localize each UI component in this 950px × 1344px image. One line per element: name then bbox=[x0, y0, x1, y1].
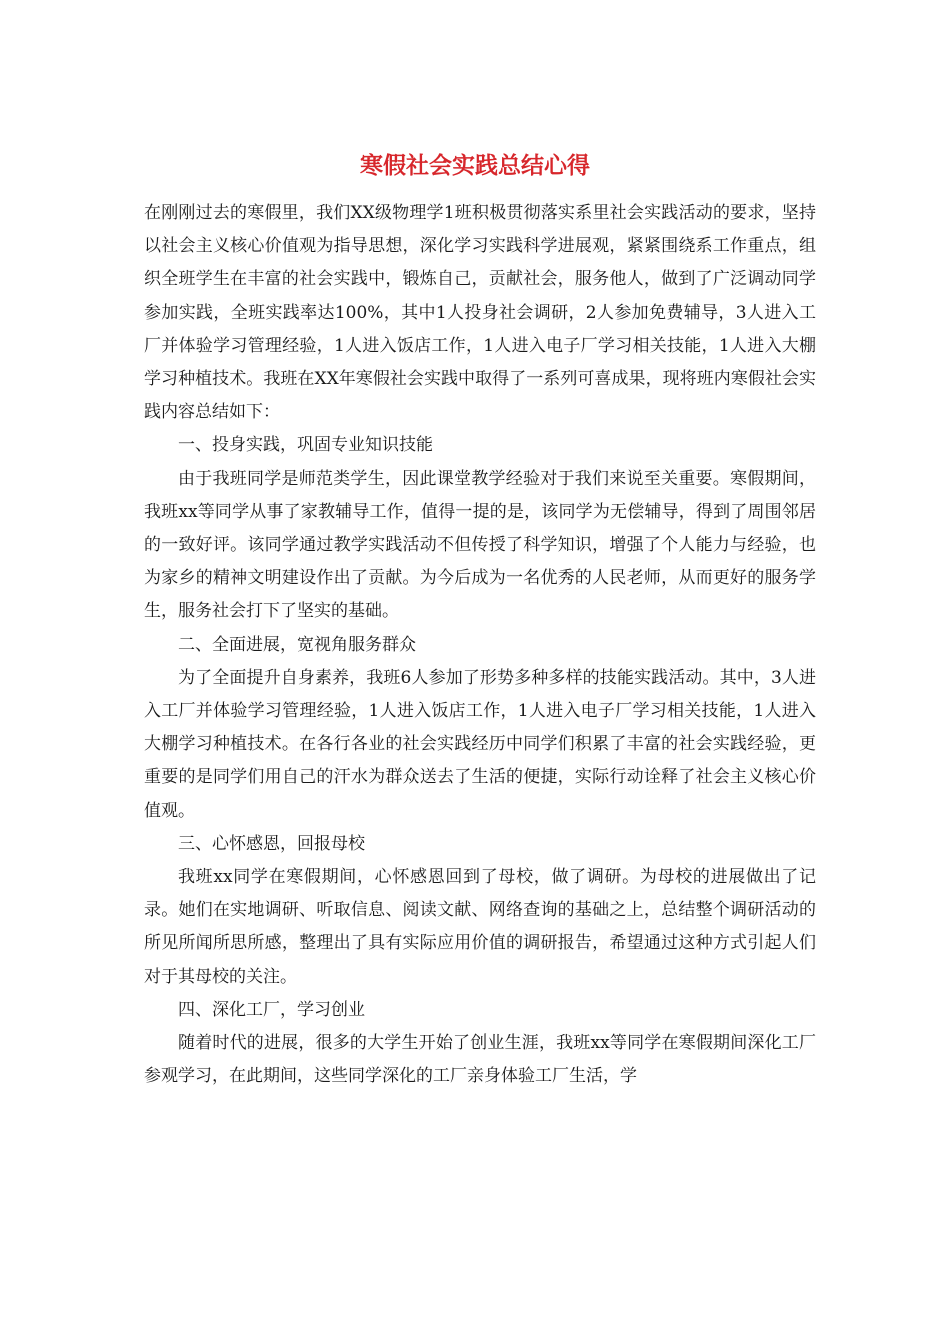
intro-paragraph: 在刚刚过去的寒假里，我们XX级物理学1班积极贯彻落实系里社会实践活动的要求，坚持以社会主义核心价值观为指导思想，深化学习实践科学进展观，紧紧围绕系工作重点，组织全班学生在丰富的社会实践中，锻炼自己，贡献社会，服务他人，做到了广泛调动同学参加实践，全班实践率达100%，其中1人投身社会调研，2人参加免费辅导，3人进入工厂并体验学习管理经验，1人进入饭店工作，1人进入电子厂学习相关技能，1人进入大棚学习种植技术。我班在XX年寒假社会实践中取得了一系列可喜成果，现将班内寒假社会实践内容总结如下： bbox=[144, 203, 816, 423]
section-heading-1: 一、投身实践，巩固专业知识技能 bbox=[178, 435, 433, 456]
section-paragraph-1: 由于我班同学是师范类学生，因此课堂教学经验对于我们来说至关重要。寒假期间，我班xx等同学从事了家教辅导工作，值得一提的是，该同学为无偿辅导，得到了周围邻居的一致好评。该同学通过教学实践活动不但传授了科学知识，增强了个人能力与经验，也为家乡的精神文明建设作出了贡献。为今后成为一名优秀的人民老师，从而更好的服务学生，服务社会打下了坚实的基础。 bbox=[144, 468, 816, 622]
section-heading-3: 三、心怀感恩，回报母校 bbox=[178, 833, 365, 854]
document-body bbox=[144, 197, 816, 1093]
section-paragraph-2: 为了全面提升自身素养，我班6人参加了形势多种多样的技能实践活动。其中，3人进入工厂并体验学习管理经验，1人进入饭店工作，1人进入电子厂学习相关技能，1人进入大棚学习种植技术。在各行各业的社会实践经历中同学们积累了丰富的社会实践经验，更重要的是同学们用自己的汗水为群众送去了生活的便捷，实际行动诠释了社会主义核心价值观。 bbox=[144, 667, 816, 821]
document-title: 寒假社会实践总结心得 bbox=[360, 152, 590, 179]
section-paragraph-4: 随着时代的进展，很多的大学生开始了创业生涯，我班xx等同学在寒假期间深化工厂参观学习，在此期间，这些同学深化的工厂亲身体验工厂生活，学 bbox=[144, 1033, 816, 1087]
section-heading-4: 四、深化工厂，学习创业 bbox=[178, 999, 365, 1020]
section-paragraph-3: 我班xx同学在寒假期间，心怀感恩回到了母校，做了调研。为母校的进展做出了记录。她们在实地调研、听取信息、阅读文献、网络查询的基础之上，总结整个调研活动的所见所闻所思所感，整理出了具有实际应用价值的调研报告，希望通过这种方式引起人们对于其母校的关注。 bbox=[144, 867, 816, 987]
section-heading-2: 二、全面进展，宽视角服务群众 bbox=[178, 634, 416, 655]
